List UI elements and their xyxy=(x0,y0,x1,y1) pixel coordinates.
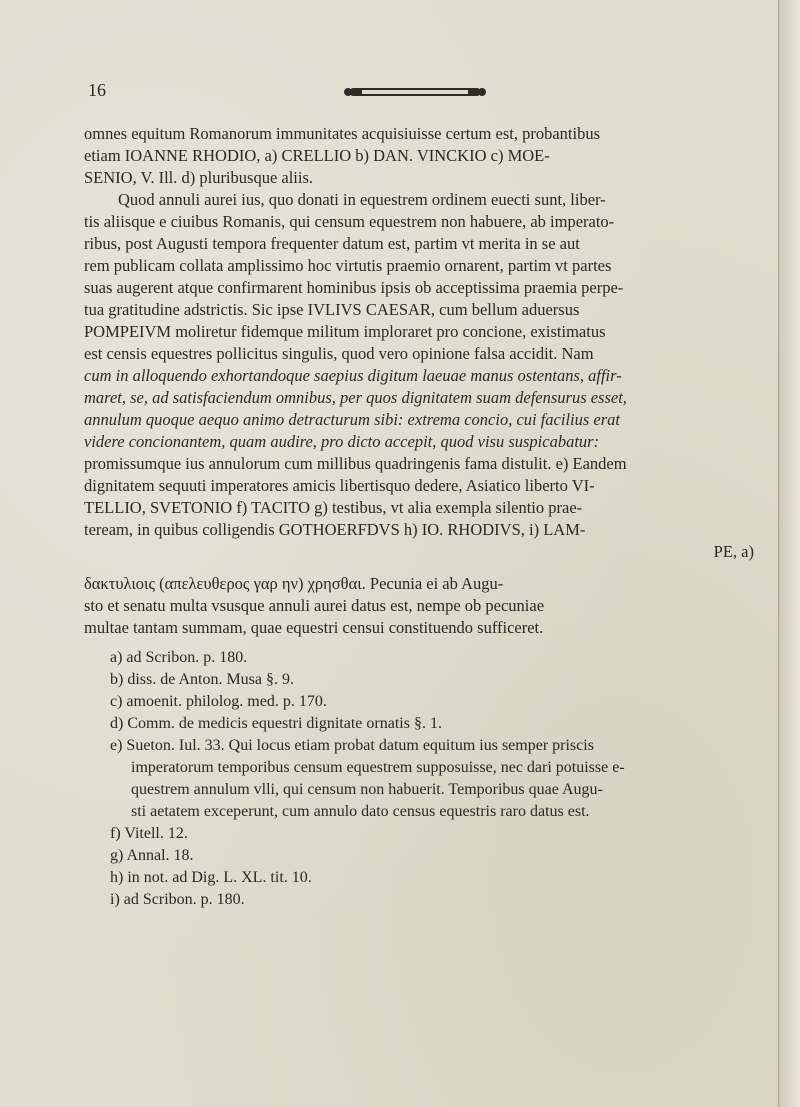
footnote-continuation: sti aetatem exceperunt, cum annulo dato census equestris raro datus est. xyxy=(131,803,590,820)
footnote-continuation: questrem annulum vlli, qui censum non habuerit. Temporibus quae Augu- xyxy=(131,781,603,798)
footnote: b) diss. de Anton. Musa §. 9. xyxy=(110,671,294,688)
text-line: est censis equestres pollicitus singulis, quod vero opinione falsa accidit. Nam xyxy=(84,344,594,363)
footnote: i) ad Scribon. p. 180. xyxy=(110,891,245,908)
text-line: POMPEIVM moliretur fidemque militum imploraret pro concione, existimatus xyxy=(84,322,606,341)
page-number: 16 xyxy=(88,80,106,100)
footnote: a) ad Scribon. p. 180. xyxy=(110,649,248,666)
footnote: c) amoenit. philolog. med. p. 170. xyxy=(110,693,327,710)
text-line: suas augerent atque confirmarent hominibus ipsis ob acceptissima praemia perpe- xyxy=(84,278,624,297)
footnote: d) Comm. de medicis equestri dignitate ornatis §. 1. xyxy=(110,715,442,732)
text-line: SENIO, V. Ill. d) pluribusque aliis. xyxy=(84,168,314,187)
text-line: TELLIO, SVETONIO f) TACITO g) testibus, vt alia exempla silentio prae- xyxy=(84,498,583,517)
text-line: tua gratitudine adstrictis. Sic ipse IVLIVS CAESAR, cum bellum aduersus xyxy=(84,300,580,319)
text-line: promissumque ius annulorum cum millibus quadringenis fama distulit. e) Eandem xyxy=(84,454,627,473)
footnote: h) in not. ad Dig. L. XL. tit. 10. xyxy=(110,869,312,886)
text-line: cum in alloquendo exhortandoque saepius digitum laeuae manus ostentans, affir- xyxy=(84,366,622,385)
footnote: e) Sueton. Iul. 33. Qui locus etiam probat datum equitum ius semper priscis xyxy=(110,737,594,754)
text-line: annulum quoque aequo animo detracturum sibi: extrema concio, cui facilius erat xyxy=(84,410,621,429)
text-line: PE, a) xyxy=(713,542,754,561)
text-line: sto et senatu multa vsusque annuli aurei datus est, nempe ob pecuniae xyxy=(84,596,545,615)
footnote: f) Vitell. 12. xyxy=(110,825,188,842)
text-line: multae tantam summam, quae equestri censui constituendo sufficeret. xyxy=(84,618,544,637)
ornament-bar xyxy=(340,84,490,100)
footnote-continuation: imperatorum temporibus censum equestrem supposuisse, nec dari potuisse e- xyxy=(131,759,625,776)
text-line: teream, in quibus colligendis GOTHOERFDVS h) IO. RHODIVS, i) LAM- xyxy=(84,520,586,539)
text-line: ribus, post Augusti tempora frequenter datum est, partim vt merita in se aut xyxy=(84,234,580,253)
text-line: maret, se, ad satisfaciendum omnibus, per quos dignitatem suam defensurus esset, xyxy=(84,388,627,407)
text-line: dignitatem sequuti imperatores amicis libertisquo dedere, Asiatico liberto VI- xyxy=(84,476,595,495)
text-line: rem publicam collata amplissimo hoc virtutis praemio ornarent, partim vt partes xyxy=(84,256,612,275)
text-line: Quod annuli aurei ius, quo donati in equestrem ordinem euecti sunt, liber- xyxy=(118,190,606,209)
text-line: tis aliisque e ciuibus Romanis, qui censum equestrem non habuere, ab imperato- xyxy=(84,212,615,231)
text-line: etiam IOANNE RHODIO, a) CRELLIO b) DAN. VINCKIO c) MOE- xyxy=(84,146,550,165)
text-line: δακτυλιοις (απελευθερος γαρ ην) χρησθαι. Pecunia ei ab Augu- xyxy=(84,574,504,593)
text-line: videre concionantem, quam audire, pro dicto accepit, quod visu suspicabatur: xyxy=(84,432,600,451)
text-line: omnes equitum Romanorum immunitates acquisiuisse certum est, probantibus xyxy=(84,124,601,143)
page-edge xyxy=(778,0,800,1107)
footnote: g) Annal. 18. xyxy=(110,847,194,864)
